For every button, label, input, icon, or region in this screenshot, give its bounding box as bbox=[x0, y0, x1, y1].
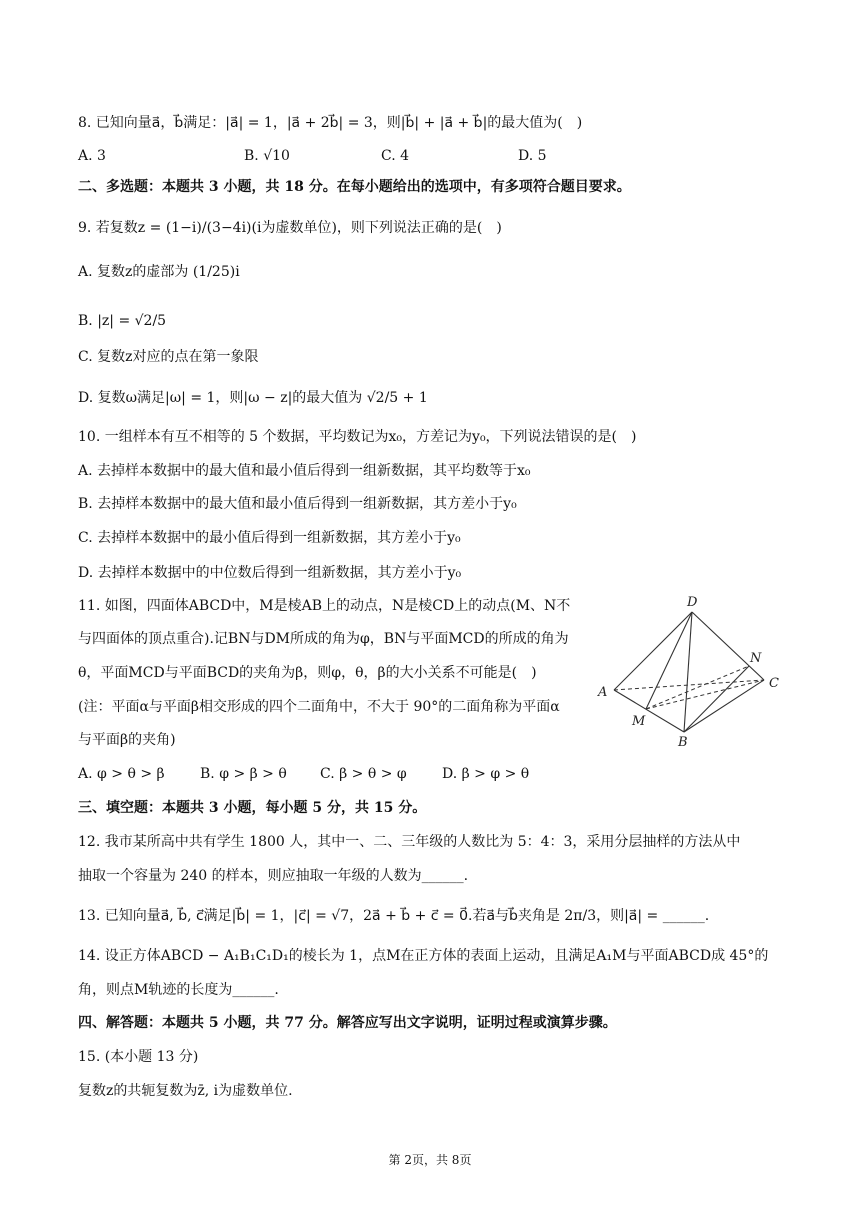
q8-option-b: B. √10 bbox=[244, 148, 290, 164]
q11-line-2: 与四面体的顶点重合).记BN与DM所成的角为φ，BN与平面MCD的所成的角为 bbox=[78, 631, 569, 647]
q15-line-1: 复数z的共轭复数为z̄, i为虚数单位. bbox=[78, 1083, 293, 1099]
edge-bd bbox=[684, 612, 692, 732]
q14-line-1: 14. 设正方体ABCD − A₁B₁C₁D₁的棱长为 1，点M在正方体的表面上运动，且满足A₁M与平面ABCD成 45°的 bbox=[78, 948, 769, 964]
label-b: B bbox=[678, 735, 688, 750]
section3-heading: 三、填空题：本题共 3 小题，每小题 5 分，共 15 分。 bbox=[78, 800, 427, 816]
segment-bn bbox=[684, 666, 749, 732]
q11-option-d: D. β > φ > θ bbox=[442, 766, 530, 782]
q8-option-d: D. 5 bbox=[518, 148, 547, 164]
edge-ab bbox=[614, 690, 684, 732]
q9-option-b: B. |z| = √2/5 bbox=[78, 313, 167, 329]
q11-option-b: B. φ > β > θ bbox=[200, 766, 287, 782]
q11-line-1: 11. 如图，四面体ABCD中，M是棱AB上的动点，N是棱CD上的动点(M、N不 bbox=[78, 598, 571, 614]
q10-option-d: D. 去掉样本数据中的中位数后得到一组新数据，其方差小于y₀ bbox=[78, 565, 462, 581]
q10-option-c: C. 去掉样本数据中的最小值后得到一组新数据，其方差小于y₀ bbox=[78, 530, 461, 546]
q9-option-a: A. 复数z的虚部为 (1/25)i bbox=[78, 264, 240, 280]
tetrahedron-figure bbox=[594, 592, 794, 752]
segment-mn-hidden bbox=[646, 666, 749, 709]
q8-option-c: C. 4 bbox=[381, 148, 410, 164]
q11-option-a: A. φ > θ > β bbox=[78, 766, 165, 782]
label-c: C bbox=[769, 676, 779, 691]
q15-title: 15. (本小题 13 分) bbox=[78, 1049, 199, 1065]
q10-option-b: B. 去掉样本数据中的最大值和最小值后得到一组新数据，其方差小于y₀ bbox=[78, 496, 517, 512]
label-a: A bbox=[598, 685, 608, 700]
q14-line-2: 角，则点M轨迹的长度为______. bbox=[78, 982, 279, 998]
edge-dc bbox=[692, 612, 764, 680]
q12-line-1: 12. 我市某所高中共有学生 1800 人，其中一、二、三年级的人数比为 5：4：3，采用分层抽样的方法从中 bbox=[78, 834, 741, 850]
label-n: N bbox=[750, 651, 762, 666]
label-d: D bbox=[687, 595, 698, 610]
q9-option-c: C. 复数z对应的点在第一象限 bbox=[78, 349, 259, 365]
q11-option-c: C. β > θ > φ bbox=[320, 766, 407, 782]
q9-option-d: D. 复数ω满足|ω| = 1，则|ω − z|的最大值为 √2/5 + 1 bbox=[78, 390, 428, 406]
q11-line-3: θ，平面MCD与平面BCD的夹角为β，则φ，θ，β的大小关系不可能是( ) bbox=[78, 665, 537, 681]
segment-dm bbox=[646, 612, 692, 709]
edge-ac-hidden bbox=[614, 680, 764, 690]
q8-option-a: A. 3 bbox=[78, 148, 106, 164]
q10-stem: 10. 一组样本有互不相等的 5 个数据，平均数记为x₀，方差记为y₀，下列说法错误的是( ) bbox=[78, 429, 637, 445]
q10-option-a: A. 去掉样本数据中的最大值和最小值后得到一组新数据，其平均数等于x₀ bbox=[78, 463, 531, 479]
q11-note-line-2: 与平面β的夹角) bbox=[78, 732, 176, 748]
section4-heading: 四、解答题：本题共 5 小题，共 77 分。解答应写出文字说明，证明过程或演算步骤。 bbox=[78, 1015, 617, 1031]
page-footer: 第 2页，共 8页 bbox=[388, 1153, 472, 1167]
q11-options bbox=[78, 764, 529, 784]
q11-note-line-1: (注：平面α与平面β相交形成的四个二面角中，不大于 90°的二面角称为平面α bbox=[78, 699, 560, 715]
q9-stem: 9. 若复数z = (1−i)/(3−4i)(i为虚数单位)，则下列说法正确的是( ) bbox=[78, 220, 502, 236]
edge-bc bbox=[684, 680, 764, 732]
q12-line-2: 抽取一个容量为 240 的样本，则应抽取一年级的人数为______. bbox=[78, 868, 469, 884]
q8-stem: 8. 已知向量a⃗，b⃗满足：|a⃗| = 1，|a⃗ + 2b⃗| = 3，则|b⃗| + |a⃗ + b⃗|的最大值为( ) bbox=[78, 115, 583, 131]
q13-stem: 13. 已知向量a⃗, b⃗, c⃗满足|b⃗| = 1，|c⃗| = √7，2a⃗ + b⃗ + c⃗ = 0⃗.若a⃗与b⃗夹角是 2π/3，则|a⃗| = ______. bbox=[78, 908, 710, 924]
label-m: M bbox=[632, 714, 646, 729]
q8-options bbox=[78, 146, 547, 166]
edge-ad bbox=[614, 612, 692, 690]
section2-heading: 二、多选题：本题共 3 小题，共 18 分。在每小题给出的选项中，有多项符合题目要求。 bbox=[78, 179, 631, 195]
